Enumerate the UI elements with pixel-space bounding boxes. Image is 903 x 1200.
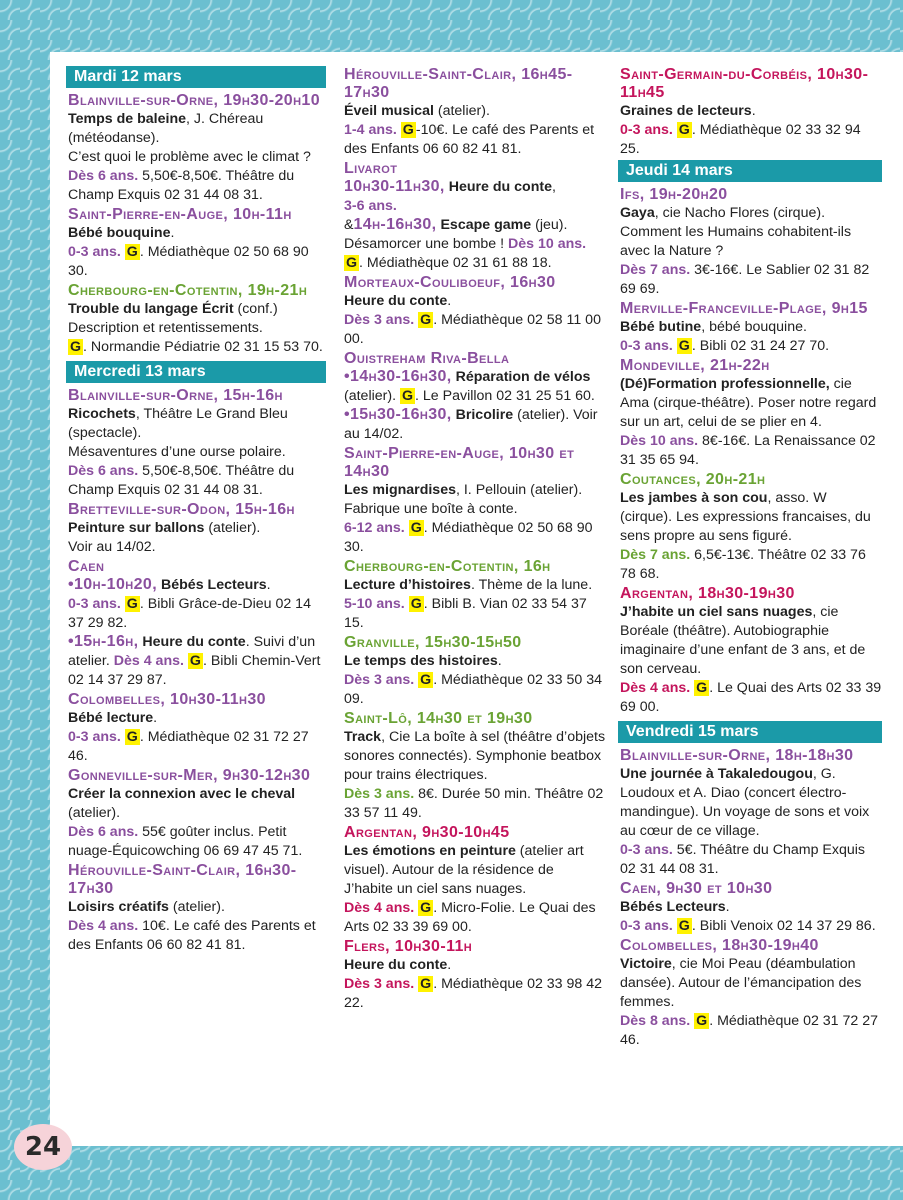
event-details: .: [447, 293, 452, 309]
day-header: Jeudi 14 mars: [618, 160, 882, 182]
event-details: (jeu). Désamorcer une bombe !: [344, 217, 568, 252]
event-item: [68, 206, 326, 281]
age-range: 5-10 ans.: [344, 596, 405, 612]
event-item: [620, 300, 882, 356]
event-info: . Bibli Chemin-Vert 02 14 37 29 87.: [68, 653, 321, 688]
event-info: 55€ goûter inclus. Petit nuage-Équicowching 06 69 47 45 71.: [68, 824, 303, 859]
event-details: .: [751, 103, 756, 119]
event-item: [344, 938, 606, 1013]
free-icon: G: [420, 976, 432, 992]
age-range: Dès 4 ans.: [620, 680, 691, 696]
event-location: Livarot: [344, 160, 398, 177]
event-details: (atelier). Voir au 14/02.: [344, 407, 598, 442]
event-info: . Micro-Folie. Le Quai des Arts 02 33 39 69 00.: [344, 900, 596, 935]
event-location: Coutances, 20h-21h: [620, 471, 766, 488]
age-range: Dès 3 ans.: [344, 312, 415, 328]
event-description: Voir au 14/02.: [68, 539, 156, 555]
free-icon: G: [420, 672, 432, 688]
event-item: [620, 66, 882, 159]
age-range: Dès 4 ans.: [68, 918, 139, 934]
event-title: Bébés Lecteurs: [157, 577, 267, 593]
event-time: •10h-10h20,: [68, 576, 158, 593]
event-time: 14h-16h30,: [353, 216, 437, 233]
event-item: [68, 387, 326, 500]
event-location: Saint-Lô, 14h30 et 19h30: [344, 710, 533, 727]
event-info: . Bibli B. Vian 02 33 54 37 15.: [344, 596, 587, 631]
free-icon: G: [678, 918, 690, 934]
event-description: C’est quoi le problème avec le climat ?: [68, 149, 311, 165]
age-range: Dès 4 ans.: [344, 900, 415, 916]
event-item: [344, 66, 606, 159]
event-location: Blainville-sur-Orne, 19h30-20h10: [68, 92, 321, 109]
free-icon: G: [410, 596, 422, 612]
event-title: Heure du conte: [344, 957, 448, 973]
free-icon: G: [678, 122, 690, 138]
event-info: . Bibli Grâce-de-Dieu 02 14 37 29 82.: [68, 596, 311, 631]
event-title: Track: [344, 729, 382, 745]
event-item: [620, 357, 882, 470]
event-details: , J. Chéreau (météodanse).: [68, 111, 264, 146]
event-title: Victoire: [620, 956, 672, 972]
age-range: 0-3 ans.: [620, 338, 673, 354]
event-location: Ouistreham Riva-Bella: [344, 350, 510, 367]
page-sheet: [50, 52, 903, 1146]
age-range: 0-3 ans.: [68, 596, 121, 612]
age-range: Dès 6 ans.: [68, 168, 139, 184]
free-icon: G: [401, 388, 414, 404]
event-info: . Le Pavillon 02 31 25 51 60.: [415, 388, 595, 404]
age-range: Dès 10 ans.: [508, 236, 587, 252]
column-2: [344, 66, 606, 1014]
age-range: Dès 3 ans.: [344, 672, 415, 688]
event-time: •15h-16h,: [68, 633, 139, 650]
event-location: Merville-Franceville-Plage, 9h15: [620, 300, 868, 317]
event-location: Flers, 10h30-11h: [344, 938, 473, 955]
event-info: . Médiathèque 02 31 72 27 46.: [68, 729, 309, 764]
free-icon: G: [70, 339, 82, 355]
event-location: Caen: [68, 558, 105, 575]
event-item: [344, 160, 606, 273]
event-info: 5,50€-8,50€. Théâtre du Champ Exquis 02 31 44 08 31.: [68, 168, 295, 203]
event-title: Peinture sur ballons: [68, 520, 205, 536]
event-info: 6,5€-13€. Théâtre 02 33 76 78 68.: [620, 547, 866, 582]
age-range: Dès 3 ans.: [344, 786, 415, 802]
age-range: Dès 3 ans.: [344, 976, 415, 992]
free-icon: G: [189, 653, 201, 669]
event-title: Bébé lecture: [68, 710, 154, 726]
event-info: 3€-16€. Le Sablier 02 31 82 69 69.: [620, 262, 870, 297]
event-details: (atelier).: [433, 103, 490, 119]
event-title: Heure du conte: [444, 179, 552, 195]
event-details: (atelier).: [344, 388, 400, 404]
column-3: [620, 66, 882, 1051]
event-item: [68, 282, 326, 357]
event-location: Ifs, 19h-20h20: [620, 186, 728, 203]
event-title: Heure du conte: [138, 634, 246, 650]
event-title: Bébé butine: [620, 319, 702, 335]
event-item: [344, 558, 606, 633]
event-details: ,: [552, 179, 556, 195]
free-icon: G: [126, 729, 138, 745]
event-info: . Normandie Pédiatrie 02 31 15 53 70.: [83, 339, 323, 355]
event-location: Gonneville-sur-Mer, 9h30-12h30: [68, 767, 311, 784]
event-details: (conf.) Description et retentissements.: [68, 301, 278, 336]
event-item: [620, 186, 882, 299]
event-details: , I. Pellouin (atelier). Fabrique une boîte à conte.: [344, 482, 583, 517]
event-location: Morteaux-Couliboeuf, 16h30: [344, 274, 556, 291]
event-title: Bébés Lecteurs: [620, 899, 726, 915]
event-details: , cie Boréale (théâtre). Autobiographie imaginaire d’une enfant de 3 ans, et de son cerveau.: [620, 604, 866, 677]
event-title: Créer la connexion avec le cheval: [68, 786, 296, 802]
event-location: Bretteville-sur-Odon, 15h-16h: [68, 501, 295, 518]
event-title: Bébé bouquine: [68, 225, 171, 241]
event-title: (Dé)Formation professionnelle,: [620, 376, 830, 392]
event-info: 5€. Théâtre du Champ Exquis 02 31 44 08 31.: [620, 842, 866, 877]
event-location: Blainville-sur-Orne, 15h-16h: [68, 387, 283, 404]
event-item: [620, 880, 882, 936]
event-description: Mésaventures d’une ourse polaire.: [68, 444, 286, 460]
event-details: (atelier art visuel). Autour de la résidence de J’habite un ciel sans nuages.: [344, 843, 584, 897]
event-item: [344, 445, 606, 557]
event-details: , G. Loudoux et A. Diao (concert électro-mandingue). Un voyage de sons et voix au cœur de ce village.: [620, 766, 870, 839]
event-info: . Médiathèque 02 50 68 90 30.: [68, 244, 309, 279]
event-info: . Médiathèque 02 31 72 27 46.: [620, 1013, 879, 1048]
event-title: Temps de baleine: [68, 111, 187, 127]
event-item: [344, 350, 606, 444]
event-details: .: [447, 957, 452, 973]
free-icon: G: [126, 596, 138, 612]
event-time: 10h30-11h30,: [344, 178, 445, 195]
event-item: [344, 824, 606, 937]
event-details: (atelier).: [168, 899, 225, 915]
ampersand: &: [344, 217, 354, 233]
age-range: 0-3 ans.: [620, 122, 673, 138]
event-details: , asso. W (cirque). Les expressions francaises, du sens propre au sens figuré.: [620, 490, 871, 544]
event-details: .: [170, 225, 175, 241]
event-title: Une journée à Takaledougou: [620, 766, 813, 782]
event-item: [344, 634, 606, 709]
event-item: [68, 558, 326, 690]
free-icon: G: [678, 338, 690, 354]
age-range: Dès 4 ans.: [113, 653, 184, 669]
event-location: Mondeville, 21h-22h: [620, 357, 770, 374]
event-info: . Médiathèque 02 58 11 00 00.: [344, 312, 601, 347]
event-item: [68, 862, 326, 955]
age-range: Dès 6 ans.: [68, 824, 139, 840]
event-location: Saint-Pierre-en-Auge, 10h30 et 14h30: [344, 445, 575, 480]
age-range: 0-3 ans.: [620, 842, 673, 858]
event-details: (atelier).: [204, 520, 261, 536]
event-title: Le temps des histoires: [344, 653, 498, 669]
age-range: Dès 10 ans.: [620, 433, 699, 449]
free-icon: G: [346, 255, 358, 271]
age-range: Dès 7 ans.: [620, 547, 691, 563]
event-time: •14h30-16h30,: [344, 368, 452, 385]
event-title: Loisirs créatifs: [68, 899, 169, 915]
event-item: [620, 585, 882, 717]
event-item: [620, 471, 882, 584]
event-info: 10€. Le café des Parents et des Enfants 06 60 82 41 81.: [68, 918, 316, 953]
event-title: Trouble du langage Écrit: [68, 301, 234, 317]
event-details: . Thème de la lune.: [470, 577, 593, 593]
event-details: .: [266, 577, 271, 593]
event-details: .: [725, 899, 730, 915]
event-title: Les émotions en peinture: [344, 843, 516, 859]
event-details: (atelier).: [68, 805, 121, 821]
age-range: Dès 6 ans.: [68, 463, 139, 479]
event-location: Saint-Pierre-en-Auge, 10h-11h: [68, 206, 292, 223]
event-info: . Médiathèque 02 33 32 94 25.: [620, 122, 861, 157]
event-info: . Bibli Venoix 02 14 37 29 86.: [691, 918, 876, 934]
event-details: . Suivi d’un atelier.: [68, 634, 316, 669]
column-1: [68, 66, 326, 956]
event-details: , cie Nacho Flores (cirque). Comment les Humains cohabitent-ils avec la Nature ?: [620, 205, 852, 259]
event-title: Escape game: [436, 217, 532, 233]
event-title: Graines de lecteurs: [620, 103, 752, 119]
event-details: , bébé bouquine.: [701, 319, 807, 335]
event-title: Gaya: [620, 205, 655, 221]
event-location: Saint-Germain-du-Corbéis, 10h30-11h45: [620, 66, 869, 101]
age-range: Dès 7 ans.: [620, 262, 691, 278]
event-item: [344, 274, 606, 349]
event-location: Colombelles, 18h30-19h40: [620, 937, 819, 954]
event-details: , cie Moi Peau (déambulation dansée). Autour de l’émancipation des femmes.: [620, 956, 862, 1010]
event-location: Caen, 9h30 et 10h30: [620, 880, 773, 897]
age-range: 0-3 ans.: [68, 729, 121, 745]
event-location: Argentan, 18h30-19h30: [620, 585, 795, 602]
event-location: Cherbourg-en-Cotentin, 19h-21h: [68, 282, 308, 299]
free-icon: G: [410, 520, 422, 536]
event-location: Colombelles, 10h30-11h30: [68, 691, 266, 708]
event-title: Heure du conte: [344, 293, 448, 309]
page-number-badge: [14, 1124, 72, 1170]
event-item: [620, 747, 882, 879]
event-location: Argentan, 9h30-10h45: [344, 824, 510, 841]
day-header: Mardi 12 mars: [66, 66, 326, 88]
event-details: cie Ama (cirque-théâtre). Poser notre regard sur un art, celui de se plier en 4.: [620, 376, 877, 430]
age-range: 0-3 ans.: [68, 244, 121, 260]
age-range: 6-12 ans.: [344, 520, 405, 536]
event-location: Blainville-sur-Orne, 18h-18h30: [620, 747, 854, 764]
day-header: Vendredi 15 mars: [618, 721, 882, 743]
event-title: J’habite un ciel sans nuages: [620, 604, 813, 620]
event-item: [68, 691, 326, 766]
event-info: . Bibli 02 31 24 27 70.: [691, 338, 830, 354]
event-item: [68, 92, 326, 205]
free-icon: G: [696, 680, 708, 696]
free-icon: G: [420, 900, 432, 916]
event-info: . Médiathèque 02 31 61 88 18.: [359, 255, 552, 271]
event-title: Lecture d’histoires: [344, 577, 471, 593]
event-item: [68, 501, 326, 557]
event-title: Éveil musical: [344, 103, 434, 119]
event-details: .: [153, 710, 158, 726]
free-icon: G: [126, 244, 138, 260]
event-location: Granville, 15h30-15h50: [344, 634, 522, 651]
event-location: Hérouville-Saint-Clair, 16h30-17h30: [68, 862, 297, 897]
page-number: 24: [24, 1132, 62, 1162]
event-location: Hérouville-Saint-Clair, 16h45-17h30: [344, 66, 573, 101]
age-range: Dès 8 ans.: [620, 1013, 691, 1029]
event-item: [68, 767, 326, 861]
age-range: 0-3 ans.: [620, 918, 673, 934]
event-info: . Médiathèque 02 33 98 42 22.: [344, 976, 603, 1011]
event-details: , Cie La boîte à sel (théâtre d’objets sonores connectés). Symphonie beatbox pour trains électriques.: [344, 729, 606, 783]
free-icon: G: [420, 312, 432, 328]
event-title: Bricolire: [451, 407, 514, 423]
event-title: Réparation de vélos: [451, 369, 591, 385]
age-range: 1-4 ans.: [344, 122, 397, 138]
free-icon: G: [696, 1013, 708, 1029]
event-info: 8€-16€. La Renaissance 02 31 35 65 94.: [620, 433, 876, 468]
event-info: . Médiathèque 02 50 68 90 30.: [344, 520, 593, 555]
event-item: [344, 710, 606, 823]
event-location: Cherbourg-en-Cotentin, 16h: [344, 558, 551, 575]
event-info: -10€. Le café des Parents et des Enfants 06 60 82 41 81.: [344, 122, 595, 157]
event-info: 8€. Durée 50 min. Théâtre 02 33 57 11 49.: [344, 786, 604, 821]
event-item: [620, 937, 882, 1050]
event-title: Ricochets: [68, 406, 136, 422]
event-time: •15h30-16h30,: [344, 406, 452, 423]
event-info: 5,50€-8,50€. Théâtre du Champ Exquis 02 31 44 08 31.: [68, 463, 295, 498]
event-title: Les jambes à son cou: [620, 490, 768, 506]
event-info: . Médiathèque 02 33 50 34 09.: [344, 672, 603, 707]
day-header: Mercredi 13 mars: [66, 361, 326, 383]
event-details: , Théâtre Le Grand Bleu (spectacle).: [68, 406, 288, 441]
age-range: 3-6 ans.: [344, 198, 397, 214]
event-title: Les mignardises: [344, 482, 456, 498]
event-info: . Le Quai des Arts 02 33 39 69 00.: [620, 680, 882, 715]
free-icon: G: [402, 122, 414, 138]
event-details: .: [497, 653, 502, 669]
